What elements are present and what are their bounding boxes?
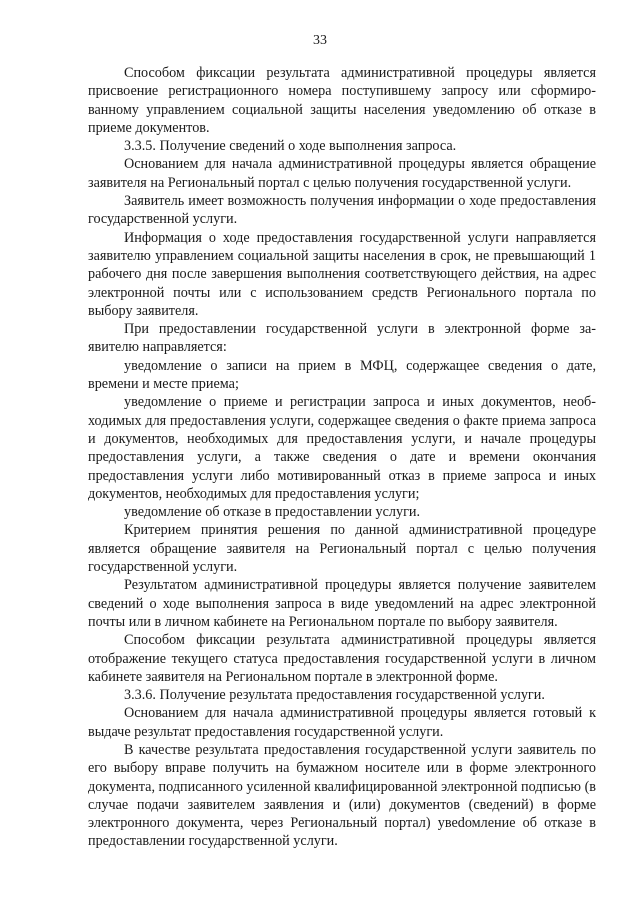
paragraph-electronic-form-intro: При предоставлении государственной услуги в электронной форме заявителю направляется: — [88, 321, 596, 356]
paragraph-basis-for-start: Основанием для начала административной процедуры является обращение заявителя на Региональный портал с целью получения государственной услуги. — [88, 156, 596, 191]
paragraph-decision-criterion: Критерием принятия решения по данной административной процедуре является обращение заявителя на Региональный портал с целью получения государственной услуги. — [88, 522, 596, 576]
document-body — [88, 64, 596, 851]
list-item-mfc-appointment: уведомление о записи на прием в МФЦ, содержащее сведения о дате, времени и месте приема; — [88, 357, 596, 393]
section-heading-3-3-5: 3.3.5. Получение сведений о ходе выполнения запроса. — [124, 138, 457, 155]
paragraph-recording-method: Способом фиксации результата административной процедуры является присвоение регистрационного номера поступившему запросу или сформированному управлением социальной защиты населения уведомлению об отказе в приеме документов. — [88, 65, 596, 136]
paragraph-result-ready: Основанием для начала административной процедуры является готовый к выдаче результат предоставления государственной услуги. — [88, 705, 596, 740]
list-item-registration-notice: уведомление о приеме и регистрации запроса и иных документов, необходимых для предоставления услуги, содержащее сведения о факте приема запроса и документов, необходимых для предоставления услуги, и начале процедуры предоставления услуги, а также сведения о дате и времени окончания предоставления услуги либо мотивированный отказ в приеме запроса и иных документов, необходимых для предоставления услуги; — [88, 394, 596, 502]
paragraph-procedure-result: Результатом административной процедуры является получение заявителем сведений о ходе выполнения запроса в виде уведомлений на адрес электронной почты или в личном кабинете на Региональном портале по выбору заявителя. — [88, 577, 596, 630]
paragraph-applicant-opportunity: Заявитель имеет возможность получения информации о ходе предоставления государственной услуги. — [88, 193, 596, 228]
paragraph-status-recording: Способом фиксации результата административной процедуры является отображение текущего статуса предоставления государственной услуги в личном кабинете заявителя на Региональном портале в электронной форме. — [88, 632, 596, 685]
page-number: 33 — [313, 33, 327, 48]
paragraph-result-delivery: В качестве результата предоставления государственной услуги заявитель по его выбору вправе получить на бумажном носителе или в форме электронного документа, подписанного усиленной квалифицированной электронной подписью (в случае подачи заявителем заявления и (или) документов (сведений) в форме электронного документа, через Региональный портал) увеdомление об отказе в предоставлении государственной услуги. — [88, 741, 596, 850]
list-item-refusal-notice: уведомление об отказе в предоставлении услуги. — [124, 504, 421, 521]
section-heading-3-3-6: 3.3.6. Получение результата предоставления государственной услуги. — [124, 687, 545, 704]
paragraph-progress-information: Информация о ходе предоставления государственной услуги направляется заявителю управлением социальной защиты населения в срок, не превышающий 1 рабочего дня после завершения выполнения соответствующего действия, на адрес электронной почты или с использованием средств Регионального портала по выбору заявителя. — [88, 229, 596, 319]
